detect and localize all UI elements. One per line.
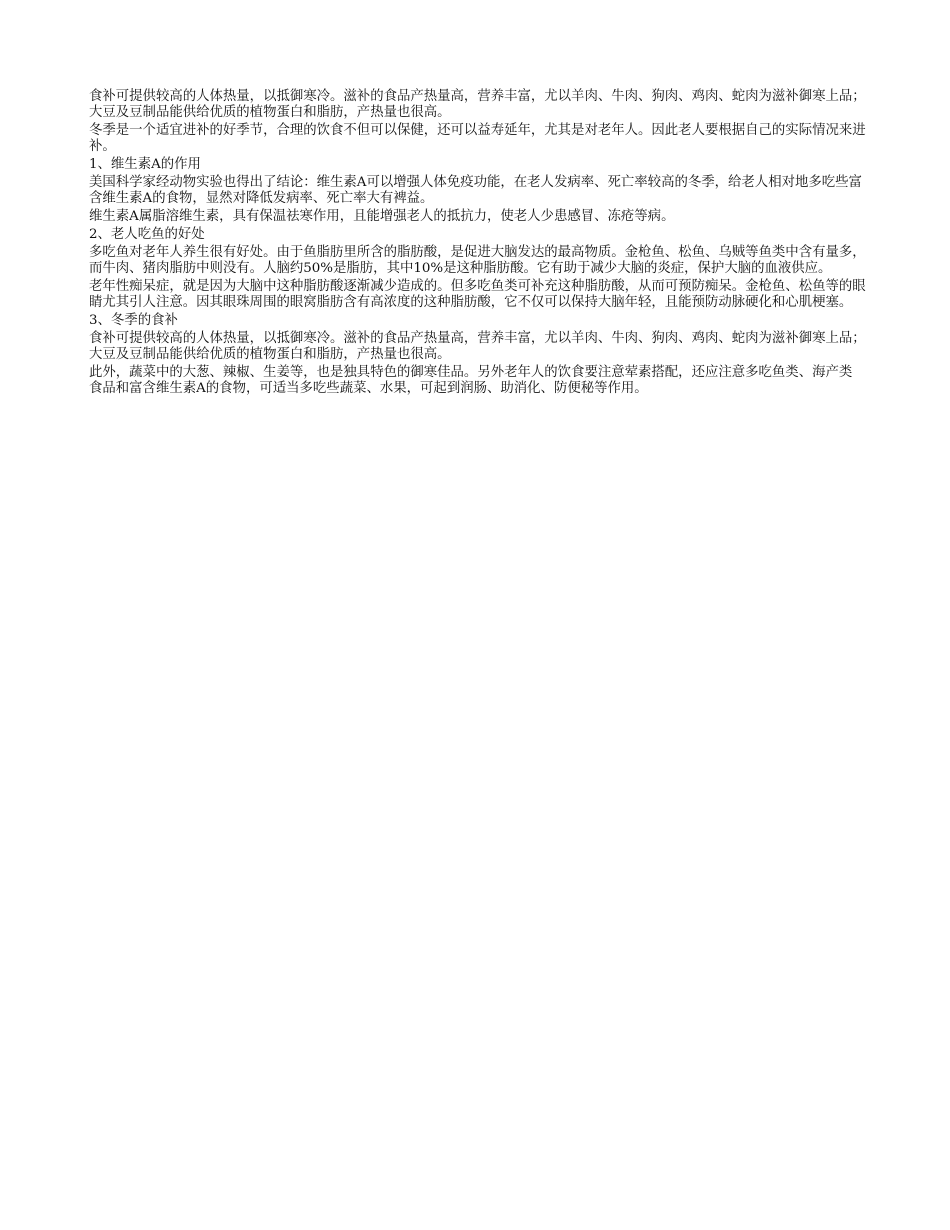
heading-fish-benefits: 2、老人吃鱼的好处 (89, 226, 205, 242)
paragraph-winter-season: 冬季是一个适宜进补的好季节，合理的饮食不但可以保健，还可以益寿延年，尤其是对老年人。因此老人要根据自己的实际情况来进补。 (89, 123, 866, 155)
paragraph-vitamin-a-properties: 维生素A属脂溶维生素，具有保温祛寒作用，且能增强老人的抵抗力，使老人少患感冒、冻疮等病。 (89, 209, 675, 225)
heading-vitamin-a: 1、维生素A的作用 (89, 157, 201, 173)
heading-winter-food-supplement: 3、冬季的食补 (89, 312, 178, 328)
paragraph-vegetables-diet: 此外，蔬菜中的大葱、辣椒、生姜等，也是独具特色的御寒佳品。另外老年人的饮食要注意荤素搭配，还应注意多吃鱼类、海产类食品和富含维生素A的食物，可适当多吃些蔬菜、水果，可起到润肠、助消化、防便秘等作用。 (89, 364, 853, 397)
paragraph-vitamin-a-study: 美国科学家经动物实验也得出了结论：维生素A可以增强人体免疫功能，在老人发病率、死亡率较高的冬季，给老人相对地多吃些富含维生素A的食物，显然对降低发病率、死亡率大有裨益。 (89, 174, 862, 207)
document-body (89, 89, 869, 399)
paragraph-food-supplement-intro: 食补可提供较高的人体热量，以抵御寒冷。滋补的食品产热量高，营养丰富，尤以羊肉、牛肉、狗肉、鸡肉、蛇肉为滋补御寒上品；大豆及豆制品能供给优质的植物蛋白和脂肪，产热量也很高。 (89, 89, 866, 121)
paragraph-dementia-prevention: 老年性痴呆症，就是因为大脑中这种脂肪酸逐渐减少造成的。但多吃鱼类可补充这种脂肪酸，从而可预防痴呆。金枪鱼、松鱼等的眼睛尤其引人注意。因其眼珠周围的眼窝脂肪含有高浓度的这种脂肪酸，它不仅可以保持大脑年轻，且能预防动脉硬化和心肌梗塞。 (89, 278, 866, 311)
paragraph-food-supplement-repeat: 食补可提供较高的人体热量，以抵御寒冷。滋补的食品产热量高，营养丰富，尤以羊肉、牛肉、狗肉、鸡肉、蛇肉为滋补御寒上品；大豆及豆制品能供给优质的植物蛋白和脂肪，产热量也很高。 (89, 330, 866, 362)
paragraph-fish-fatty-acids: 多吃鱼对老年人养生很有好处。由于鱼脂肪里所含的脂肪酸，是促进大脑发达的最高物质。金枪鱼、松鱼、乌贼等鱼类中含有量多，而牛肉、猪肉脂肪中则没有。人脑约50%是脂肪，其中10%是这种脂肪酸。它有助于减少大脑的炎症，保护大脑的血液供应。 (89, 244, 866, 276)
